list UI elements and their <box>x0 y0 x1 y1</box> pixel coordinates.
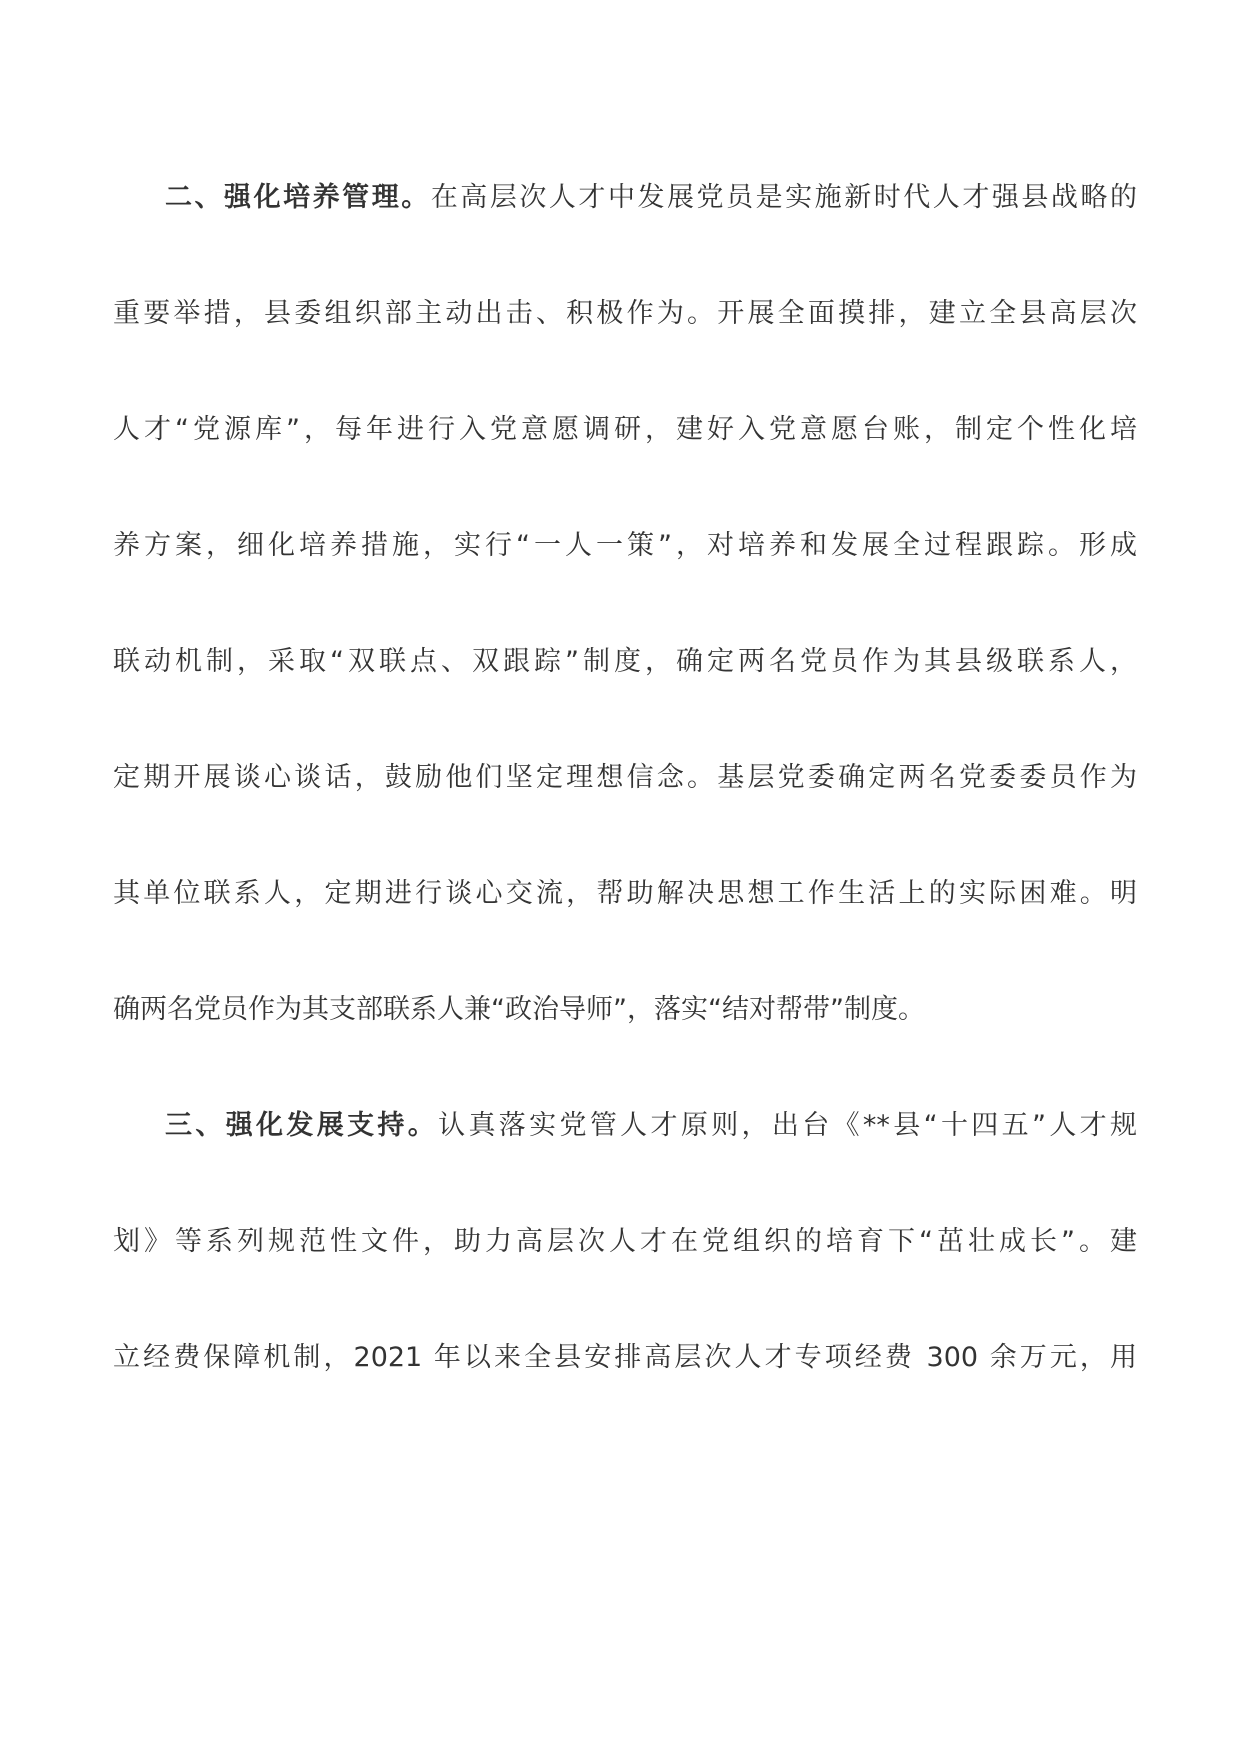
section3-heading: 三、强化发展支持。 <box>165 1110 439 1141</box>
section2-line-1 <box>165 178 1137 218</box>
section2-line-3: 人才“党源库”，每年进行入党意愿调研，建好入党意愿台账，制定个性化培 <box>113 414 1137 445</box>
section2-heading: 二、强化培养管理。 <box>165 182 431 213</box>
section3-line-2: 划》等系列规范性文件，助力高层次人才在党组织的培育下“茁壮成长”。建 <box>113 1226 1137 1257</box>
section3-line-3: 立经费保障机制，2021 年以来全县安排高层次人才专项经费 300 余万元，用 <box>113 1342 1137 1373</box>
section2-line-7: 其单位联系人，定期进行谈心交流，帮助解决思想工作生活上的实际困难。明 <box>113 878 1137 909</box>
section2-line-6: 定期开展谈心谈话，鼓励他们坚定理想信念。基层党委确定两名党委委员作为 <box>113 762 1137 793</box>
section3-line-1-text: 认真落实党管人才原则，出台《**县“十四五”人才规 <box>438 1110 1138 1141</box>
section3-line-1 <box>165 1106 1137 1146</box>
section2-line-5: 联动机制，采取“双联点、双跟踪”制度，确定两名党员作为其县级联系人， <box>113 646 1137 677</box>
section2-line-4: 养方案，细化培养措施，实行“一人一策”，对培养和发展全过程跟踪。形成 <box>113 530 1137 561</box>
section2-line-1-text: 在高层次人才中发展党员是实施新时代人才强县战略的 <box>430 182 1137 213</box>
section2-line-8: 确两名党员作为其支部联系人兼“政治导师”，落实“结对帮带”制度。 <box>113 994 925 1025</box>
section2-line-2: 重要举措，县委组织部主动出击、积极作为。开展全面摸排，建立全县高层次 <box>113 298 1137 329</box>
